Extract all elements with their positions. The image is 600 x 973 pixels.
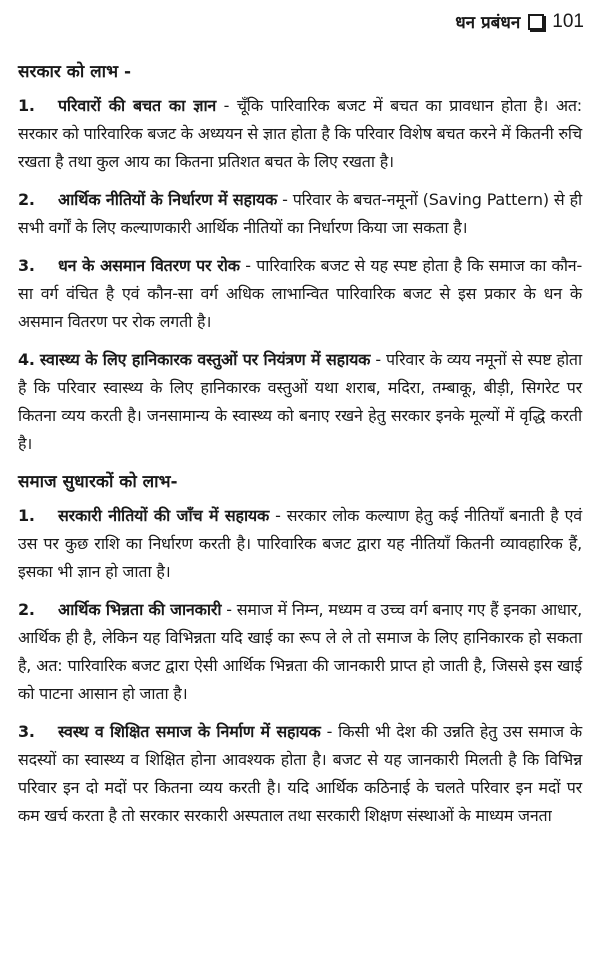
item-number: 4. xyxy=(18,350,35,369)
square-box-icon xyxy=(528,14,544,30)
item-number: 3. xyxy=(18,256,35,275)
section-heading-government: सरकार को लाभ - xyxy=(18,62,132,82)
list-item xyxy=(18,346,582,458)
list-item xyxy=(18,718,582,830)
running-header xyxy=(455,10,584,33)
item-number: 3. xyxy=(18,722,35,741)
item-number: 1. xyxy=(18,96,35,115)
item-number: 1. xyxy=(18,506,35,525)
list-item xyxy=(18,596,582,708)
item-title: सरकारी नीतियों की जाँच में सहायक xyxy=(58,506,270,525)
page-body xyxy=(18,58,582,840)
running-title: धन प्रबंधन xyxy=(455,13,521,33)
item-number: 2. xyxy=(18,190,35,209)
item-text: - परिवार के व्यय नमूनों से स्पष्ट होता है कि परिवार स्वास्थ्य के लिए हानिकारक वस्तुओं यथा शराब, मदिरा, तम्बाकू, बीड़ी, सिगरेट पर कितना व्यय करती है। जनसामान्य के स्वास्थ्य को बनाए रखने हेतु सरकार इनके मूल्यों में वृद्धि करती है। xyxy=(18,350,582,453)
item-title: परिवारों की बचत का ज्ञान xyxy=(58,96,217,115)
item-title: आर्थिक भिन्नता की जानकारी xyxy=(58,600,222,619)
item-text: - किसी भी देश की उन्नति हेतु उस समाज के सदस्यों का स्वास्थ्य व शिक्षित होना आवश्यक होता है। बजट से यह जानकारी मिलती है कि विभिन्न परिवार इन दो मदों पर कितना व्यय करती है। यदि आर्थिक कठिनाई के चलते परिवार इन मदों पर कम खर्च करता है तो सरकार सरकारी अस्पताल तथा सरकारी शिक्षण संस्थाओं के माध्यम जनता xyxy=(18,722,582,825)
page-number: 101 xyxy=(552,10,584,32)
list-item xyxy=(18,92,582,176)
section-heading-reformers: समाज सुधारकों को लाभ- xyxy=(18,472,178,492)
item-text: - पारिवारिक बजट से यह स्पष्ट होता है कि समाज का कौन-सा वर्ग वंचित है एवं कौन-सा वर्ग अधिक लाभान्वित पारिवारिक बजट से इस प्रकार के धन के असमान वितरण पर रोक लगती है। xyxy=(18,256,583,331)
list-item xyxy=(18,502,582,586)
item-title: धन के असमान वितरण पर रोक xyxy=(58,256,240,275)
item-text: - चूँकि पारिवारिक बजट में बचत का प्रावधान होता है। अत: सरकार को पारिवारिक बजट के अध्ययन से ज्ञात होता है कि परिवार विशेष बचत करने में कितनी रुचि रखता है तथा कुल आय का कितना प्रतिशत बचत के लिए रखता है। xyxy=(18,96,582,171)
item-title: आर्थिक नीतियों के निर्धारण में सहायक xyxy=(58,190,278,209)
item-text: - परिवार के बचत-नमूनों (Saving Pattern) से ही सभी वर्गों के लिए कल्याणकारी आर्थिक नीतियों का निर्धारण किया जा सकता है। xyxy=(18,190,583,237)
list-item xyxy=(18,186,582,242)
list-item xyxy=(18,252,582,336)
item-title: स्वास्थ्य के लिए हानिकारक वस्तुओं पर नियंत्रण में सहायक xyxy=(39,350,371,369)
item-text: - सरकार लोक कल्याण हेतु कई नीतियाँ बनाती है एवं उस पर कुछ राशि का निर्धारण करती है। पारिवारिक बजट द्वारा यह नीतियाँ कितनी व्यावहारिक हैं, इसका भी ज्ञान हो जाता है। xyxy=(18,506,583,581)
item-text: - समाज में निम्न, मध्यम व उच्च वर्ग बनाए गए हैं इनका आधार, आर्थिक ही है, लेकिन यह विभिन्नता यदि खाई का रूप ले ले तो समाज के लिए हानिकारक हो सकता है, अत: पारिवारिक बजट द्वारा ऐसी आर्थिक भिन्नता की जानकारी प्राप्त हो जाती है, जिससे इस खाई को पाटना आसान हो जाता है। xyxy=(18,600,583,703)
item-title: स्वस्थ व शिक्षित समाज के निर्माण में सहायक xyxy=(58,722,321,741)
item-number: 2. xyxy=(18,600,35,619)
